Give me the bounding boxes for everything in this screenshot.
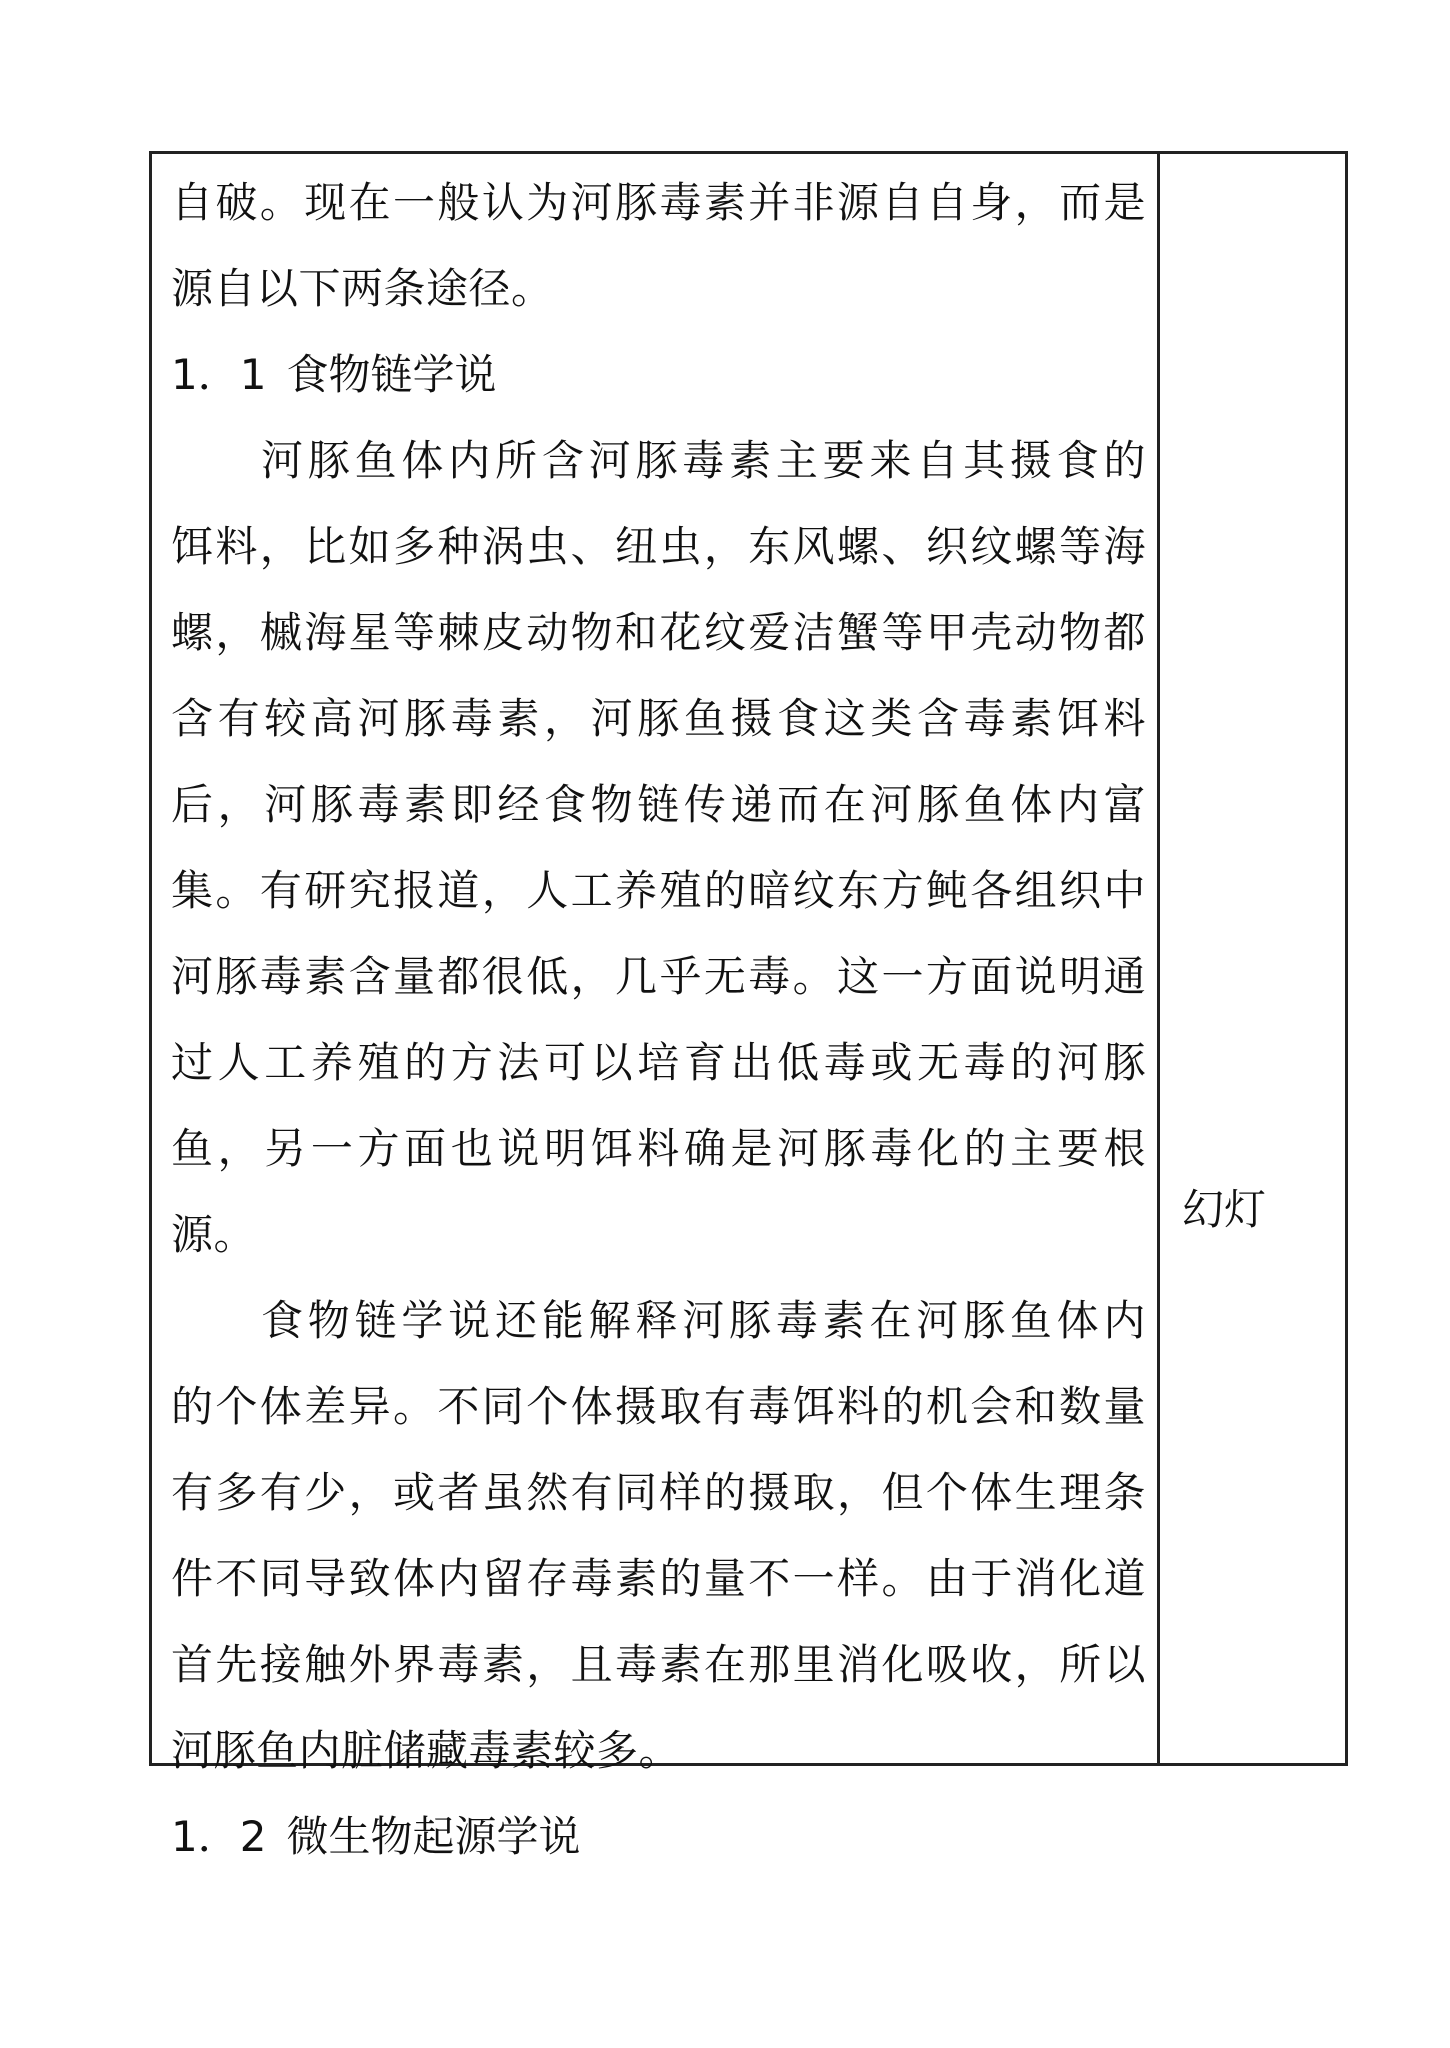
column-divider: [1157, 154, 1160, 1763]
text-line: 自破。现在一般认为河豚毒素并非源自自身，而是: [171, 178, 1146, 227]
text-line: 后，河豚毒素即经食物链传递而在河豚鱼体内富: [171, 780, 1146, 829]
paragraph-first-line: 河豚鱼体内所含河豚毒素主要来自其摄食的: [261, 436, 1146, 485]
text-line: 饵料，比如多种涡虫、纽虫，东风螺、织纹螺等海: [171, 522, 1146, 571]
text-line: 集。有研究报道，人工养殖的暗纹东方鲀各组织中: [171, 866, 1146, 915]
section-number: 1．2: [171, 1812, 267, 1861]
text-line: 件不同导致体内留存毒素的量不一样。由于消化道: [171, 1554, 1146, 1603]
section-number: 1．1: [171, 350, 267, 399]
text-line: 源。: [171, 1210, 257, 1259]
paragraph-first-line: 食物链学说还能解释河豚毒素在河豚鱼体内: [261, 1296, 1146, 1345]
text-line: 过人工养殖的方法可以培育出低毒或无毒的河豚: [171, 1038, 1146, 1087]
section-heading-1-2: [171, 1794, 580, 1880]
text-line: 首先接触外界毒素，且毒素在那里消化吸收，所以: [171, 1640, 1146, 1689]
text-line: 源自以下两条途径。: [171, 264, 554, 313]
text-line: 含有较高河豚毒素，河豚鱼摄食这类含毒素饵料: [171, 694, 1146, 743]
text-line: 河豚毒素含量都很低，几乎无毒。这一方面说明通: [171, 952, 1146, 1001]
text-line: 河豚鱼内脏储藏毒素较多。: [171, 1726, 682, 1775]
section-title: 食物链学说: [286, 350, 497, 399]
text-line: 的个体差异。不同个体摄取有毒饵料的机会和数量: [171, 1382, 1146, 1431]
section-title: 微生物起源学说: [286, 1812, 581, 1861]
note-cell: 幻灯: [1182, 1185, 1267, 1234]
text-line: 有多有少，或者虽然有同样的摄取，但个体生理条: [171, 1468, 1146, 1517]
section-heading-1-1: [171, 332, 496, 418]
text-line: 鱼，另一方面也说明饵料确是河豚毒化的主要根: [171, 1124, 1146, 1173]
text-line: 螺，槭海星等棘皮动物和花纹爱洁蟹等甲壳动物都: [171, 608, 1146, 657]
document-table: [149, 151, 1348, 1861]
